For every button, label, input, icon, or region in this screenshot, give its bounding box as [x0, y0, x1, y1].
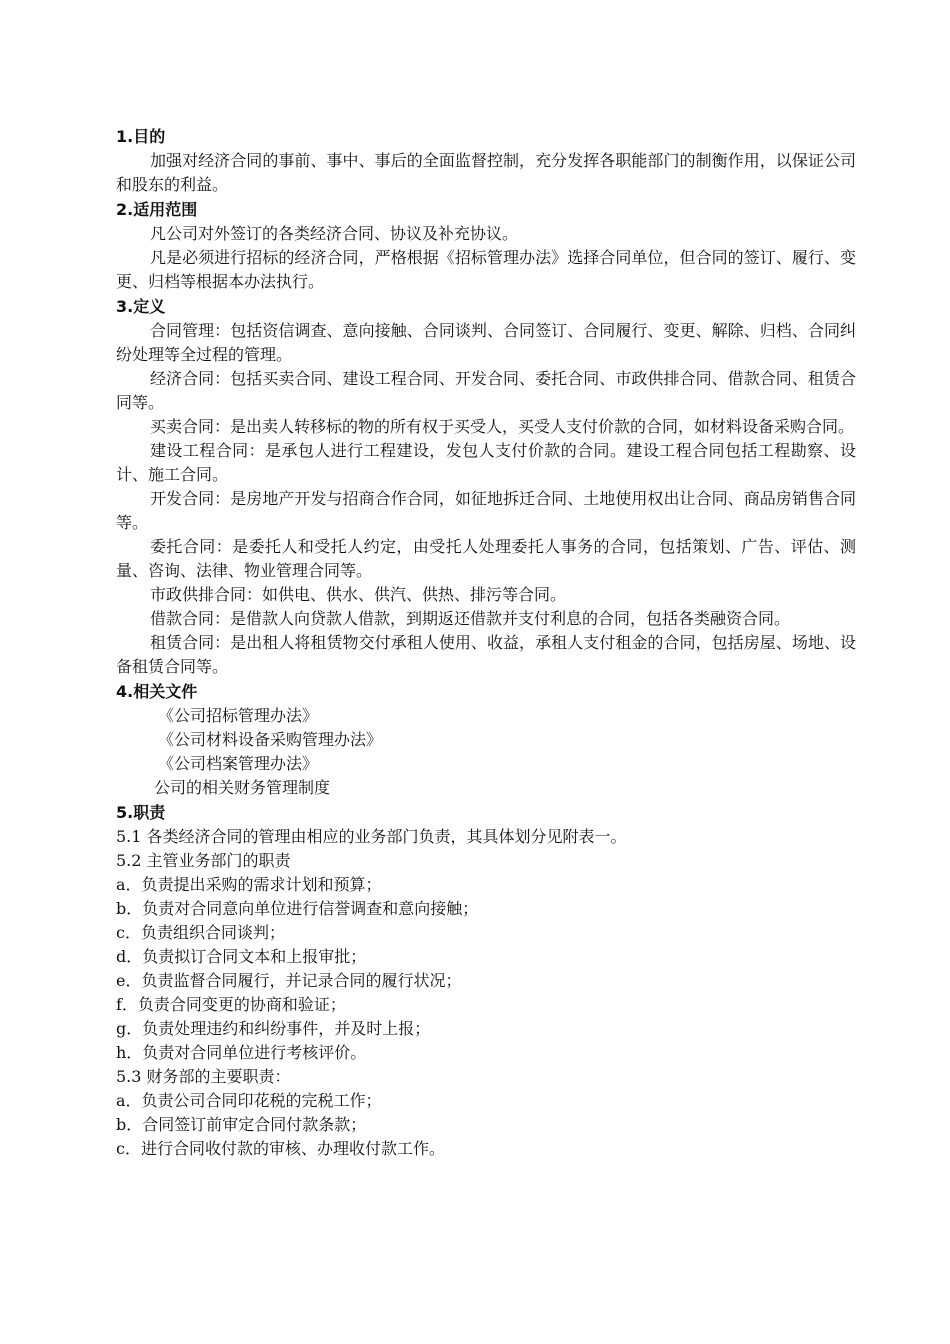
related-document: 《公司档案管理办法》 — [158, 754, 319, 773]
paragraph: 凡公司对外签订的各类经济合同、协议及补充协议。 — [150, 224, 519, 243]
list-item: c．负责组织合同谈判； — [116, 923, 285, 942]
section-heading-responsibilities: 5.职责 — [116, 803, 166, 822]
list-item: g．负责处理违约和纠纷事件，并及时上报； — [116, 1019, 431, 1038]
definition-paragraph: 市政供排合同：如供电、供水、供汽、供热、排污等合同。 — [150, 585, 567, 604]
definition-paragraph: 合同管理：包括资信调查、意向接触、合同谈判、合同签订、合同履行、变更、解除、归档、合同纠纷处理等全过程的管理。 — [116, 321, 856, 364]
definition-paragraph: 借款合同：是借款人向贷款人借款，到期返还借款并支付利息的合同，包括各类融资合同。 — [150, 609, 791, 628]
paragraph: 加强对经济合同的事前、事中、事后的全面监督控制，充分发挥各职能部门的制衡作用，以保证公司和股东的利益。 — [116, 151, 856, 194]
related-document: 《公司材料设备采购管理办法》 — [158, 730, 383, 749]
list-item: c．进行合同收付款的审核、办理收付款工作。 — [116, 1139, 445, 1158]
list-item: 5.2 主管业务部门的职责 — [116, 851, 291, 870]
definition-paragraph: 买卖合同：是出卖人转移标的物的所有权于买受人，买受人支付价款的合同，如材料设备采购合同。 — [150, 417, 855, 436]
list-item: d．负责拟订合同文本和上报审批； — [116, 947, 367, 966]
section-heading-scope: 2.适用范围 — [116, 200, 198, 219]
list-item: h．负责对合同单位进行考核评价。 — [116, 1043, 367, 1062]
definition-paragraph: 租赁合同：是出租人将租赁物交付承租人使用、收益，承租人支付租金的合同，包括房屋、场地、设备租赁合同等。 — [116, 633, 856, 676]
list-item: e．负责监督合同履行，并记录合同的履行状况； — [116, 971, 462, 990]
definition-paragraph: 开发合同：是房地产开发与招商合作合同，如征地拆迁合同、土地使用权出让合同、商品房销售合同等。 — [116, 489, 856, 532]
list-item: b．合同签订前审定合同付款条款； — [116, 1115, 367, 1134]
list-item: a．负责公司合同印花税的完税工作； — [116, 1091, 382, 1110]
definition-paragraph: 经济合同：包括买卖合同、建设工程合同、开发合同、委托合同、市政供排合同、借款合同、租赁合同等。 — [116, 369, 856, 412]
list-item: f．负责合同变更的协商和验证； — [116, 995, 346, 1014]
list-item: b．负责对合同意向单位进行信誉调查和意向接触； — [116, 899, 479, 918]
list-item: 5.3 财务部的主要职责： — [116, 1067, 291, 1086]
section-heading-purpose: 1.目的 — [116, 127, 166, 146]
definition-paragraph: 建设工程合同：是承包人进行工程建设，发包人支付价款的合同。建设工程合同包括工程勘察、设计、施工合同。 — [116, 441, 856, 484]
list-item: a．负责提出采购的需求计划和预算； — [116, 875, 382, 894]
paragraph: 凡是必须进行招标的经济合同，严格根据《招标管理办法》选择合同单位，但合同的签订、履行、变更、归档等根据本办法执行。 — [116, 248, 856, 291]
definition-paragraph: 委托合同：是委托人和受托人约定，由受托人处理委托人事务的合同，包括策划、广告、评估、测量、咨询、法律、物业管理合同等。 — [116, 537, 856, 580]
section-heading-related-documents: 4.相关文件 — [116, 682, 198, 701]
related-document: 公司的相关财务管理制度 — [154, 778, 331, 797]
section-heading-definitions: 3.定义 — [116, 297, 166, 316]
related-document: 《公司招标管理办法》 — [158, 706, 319, 725]
list-item: 5.1 各类经济合同的管理由相应的业务部门负责，其具体划分见附表一。 — [116, 827, 627, 846]
document-page — [116, 124, 856, 1161]
